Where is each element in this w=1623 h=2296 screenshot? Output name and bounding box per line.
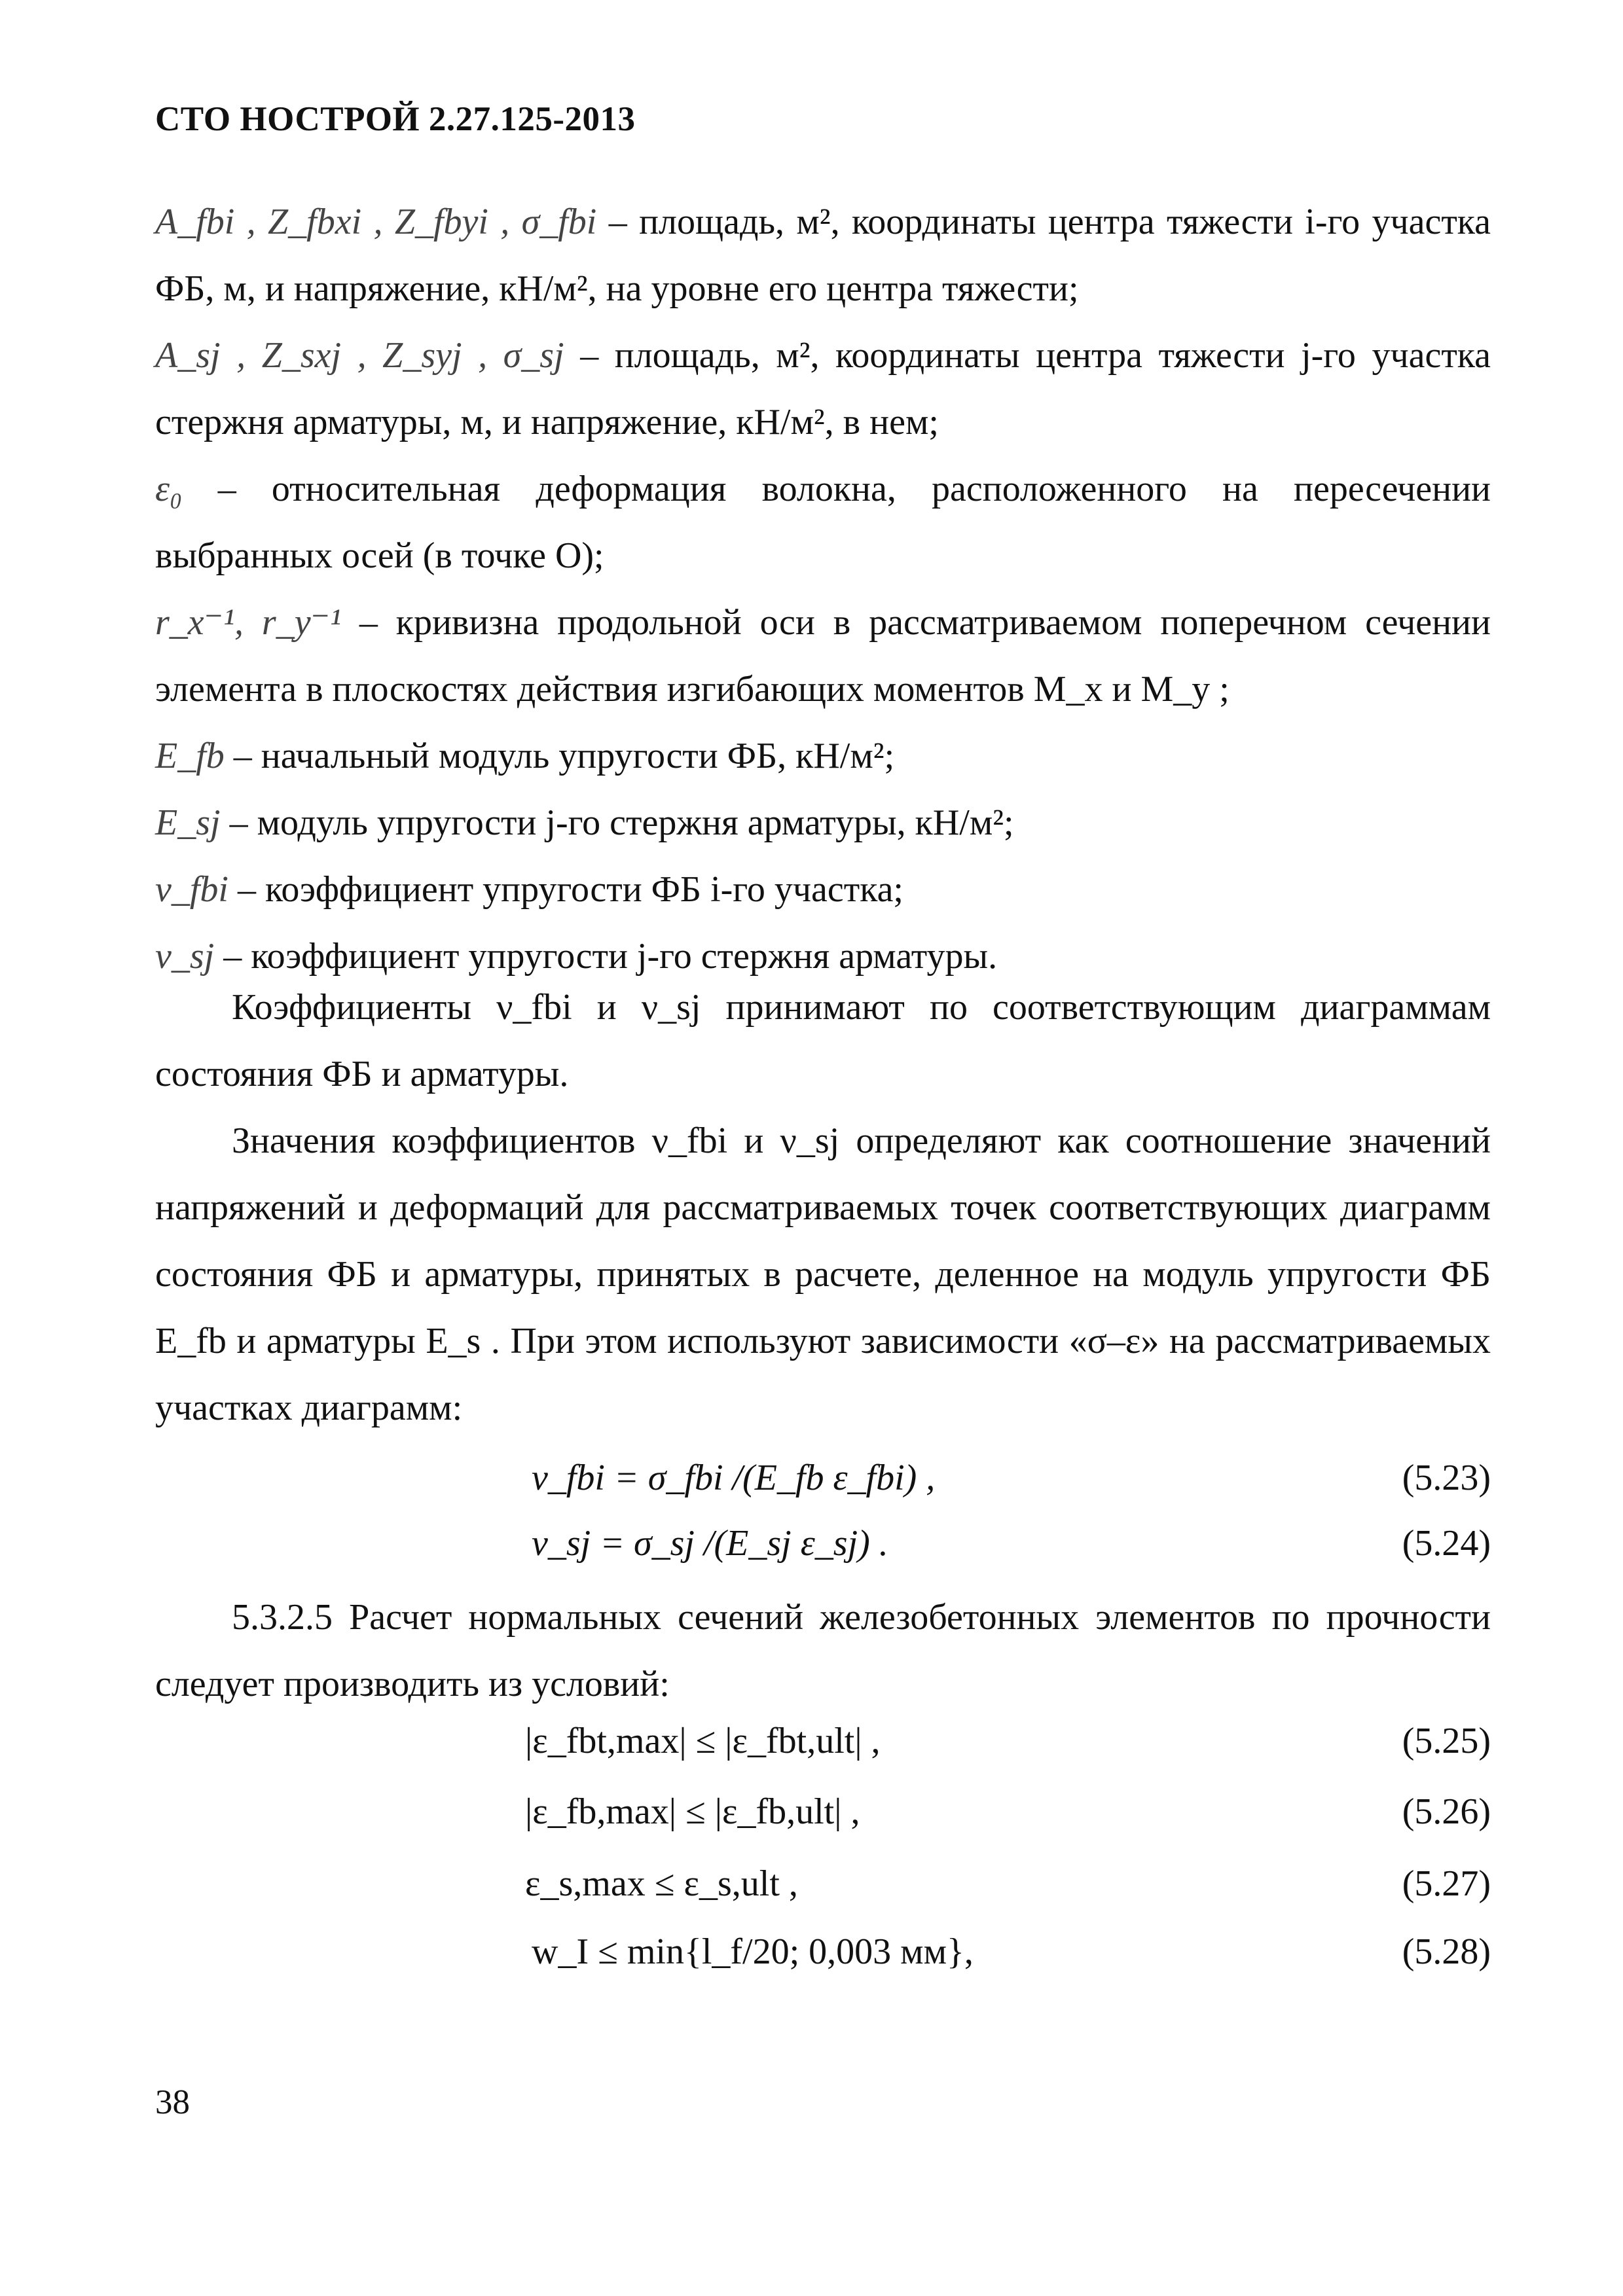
formula-number: (5.23): [1402, 1458, 1491, 1498]
definition-symbol: ν_sj: [155, 936, 215, 977]
definition-text: относительная деформация волокна, расположенного на пересечении выбранных осей (в точке O);: [155, 469, 1491, 576]
formula-row: [155, 1522, 1491, 1581]
definition-symbol: r_x⁻¹, r_y⁻¹: [155, 602, 341, 643]
definitions-list: [155, 188, 1491, 990]
formula-row: [155, 1457, 1491, 1516]
definition-item: r_x⁻¹, r_y⁻¹ – кривизна продольной оси в рассматриваемом поперечном сечении элемента в плоскостях действия изгибающих моментов M_x и M_y ;: [155, 602, 1491, 709]
definition-text: площадь, м², координаты центра тяжести j-го участка стержня арматуры, м, и напряжение, кН/м², в нем;: [155, 335, 1491, 442]
formula-expression: ν_fbi = σ_fbi /(E_fb ε_fbi) ,: [532, 1458, 936, 1498]
body-text-bottom: [155, 1584, 1491, 1717]
definition-item: A_fbi , Z_fbxi , Z_fbyi , σ_fbi – площадь, м², координаты центра тяжести i-го участка ФБ, м, и напряжение, кН/м², на уровне его центра тяжести;: [155, 202, 1491, 309]
definition-symbol: E_sj: [155, 802, 221, 843]
formula-number: (5.28): [1402, 1931, 1491, 1972]
page-number: 38: [155, 2083, 190, 2121]
formula-expression: w_I ≤ min{l_f/20; 0,003 мм},: [532, 1931, 974, 1972]
definition-symbol: A_fbi , Z_fbxi , Z_fbyi , σ_fbi: [155, 202, 597, 242]
definition-text: коэффициент упругости ФБ i-го участка;: [264, 869, 903, 910]
definition-item: ν_sj – коэффициент упругости j-го стержня арматуры.: [155, 936, 998, 977]
paragraph: Коэффициенты ν_fbi и ν_sj принимают по соответствующим диаграммам состояния ФБ и арматуры.: [155, 987, 1491, 1094]
document-header: СТО НОСТРОЙ 2.27.125-2013: [155, 100, 636, 138]
formula-row: [155, 1720, 1491, 1779]
definition-symbol: A_sj , Z_sxj , Z_syj , σ_sj: [155, 335, 564, 376]
definition-item: E_fb – начальный модуль упругости ФБ, кН/м²;: [155, 736, 895, 776]
definition-item: A_sj , Z_sxj , Z_syj , σ_sj – площадь, м², координаты центра тяжести j-го участка стержня арматуры, м, и напряжение, кН/м², в нем;: [155, 335, 1491, 442]
paragraph: 5.3.2.5 Расчет нормальных сечений железобетонных элементов по прочности следует производить из условий:: [155, 1597, 1491, 1704]
paragraph: Значения коэффициентов ν_fbi и ν_sj определяют как соотношение значений напряжений и деформаций для рассматриваемых точек соответствующих диаграмм состояния ФБ и арматуры, принятых в расчете, деленное на модуль упругости ФБ E_fb и арматуры E_s . При этом используют зависимости «σ–ε» на рассматриваемых участках диаграмм:: [155, 1121, 1491, 1428]
definition-item: ε₀ – относительная деформация волокна, расположенного на пересечении выбранных осей (в точке O);: [155, 469, 1491, 576]
definition-item: E_sj – модуль упругости j-го стержня арматуры, кН/м²;: [155, 802, 1014, 843]
definition-text: модуль упругости j-го стержня арматуры, кН/м²;: [257, 802, 1014, 843]
formula-number: (5.24): [1402, 1523, 1491, 1564]
definition-symbol: ν_fbi: [155, 869, 228, 910]
body-text-top: [155, 974, 1491, 1441]
formula-row: [155, 1863, 1491, 1922]
definition-item: ν_fbi – коэффициент упругости ФБ i-го участка;: [155, 869, 903, 910]
formula-number: (5.27): [1402, 1863, 1491, 1904]
definition-text: коэффициент упругости j-го стержня арматуры.: [251, 936, 998, 977]
formula-number: (5.25): [1402, 1721, 1491, 1761]
formula-expression: |ε_fb,max| ≤ |ε_fb,ult| ,: [525, 1791, 860, 1832]
formula-expression: |ε_fbt,max| ≤ |ε_fbt,ult| ,: [525, 1721, 881, 1761]
definition-symbol: ε₀: [155, 469, 183, 509]
definition-text: кривизна продольной оси в рассматриваемом поперечном сечении элемента в плоскостях действия изгибающих моментов M_x и M_y ;: [155, 602, 1491, 709]
definition-symbol: E_fb: [155, 736, 225, 776]
formula-number: (5.26): [1402, 1791, 1491, 1832]
formula-row: [155, 1931, 1491, 1990]
definition-text: начальный модуль упругости ФБ, кН/м²;: [261, 736, 895, 776]
formula-row: [155, 1791, 1491, 1850]
formula-expression: ν_sj = σ_sj /(E_sj ε_sj) .: [532, 1523, 888, 1564]
definition-text: площадь, м², координаты центра тяжести i-го участка ФБ, м, и напряжение, кН/м², на уровне его центра тяжести;: [155, 202, 1491, 309]
formula-expression: ε_s,max ≤ ε_s,ult ,: [525, 1863, 798, 1904]
